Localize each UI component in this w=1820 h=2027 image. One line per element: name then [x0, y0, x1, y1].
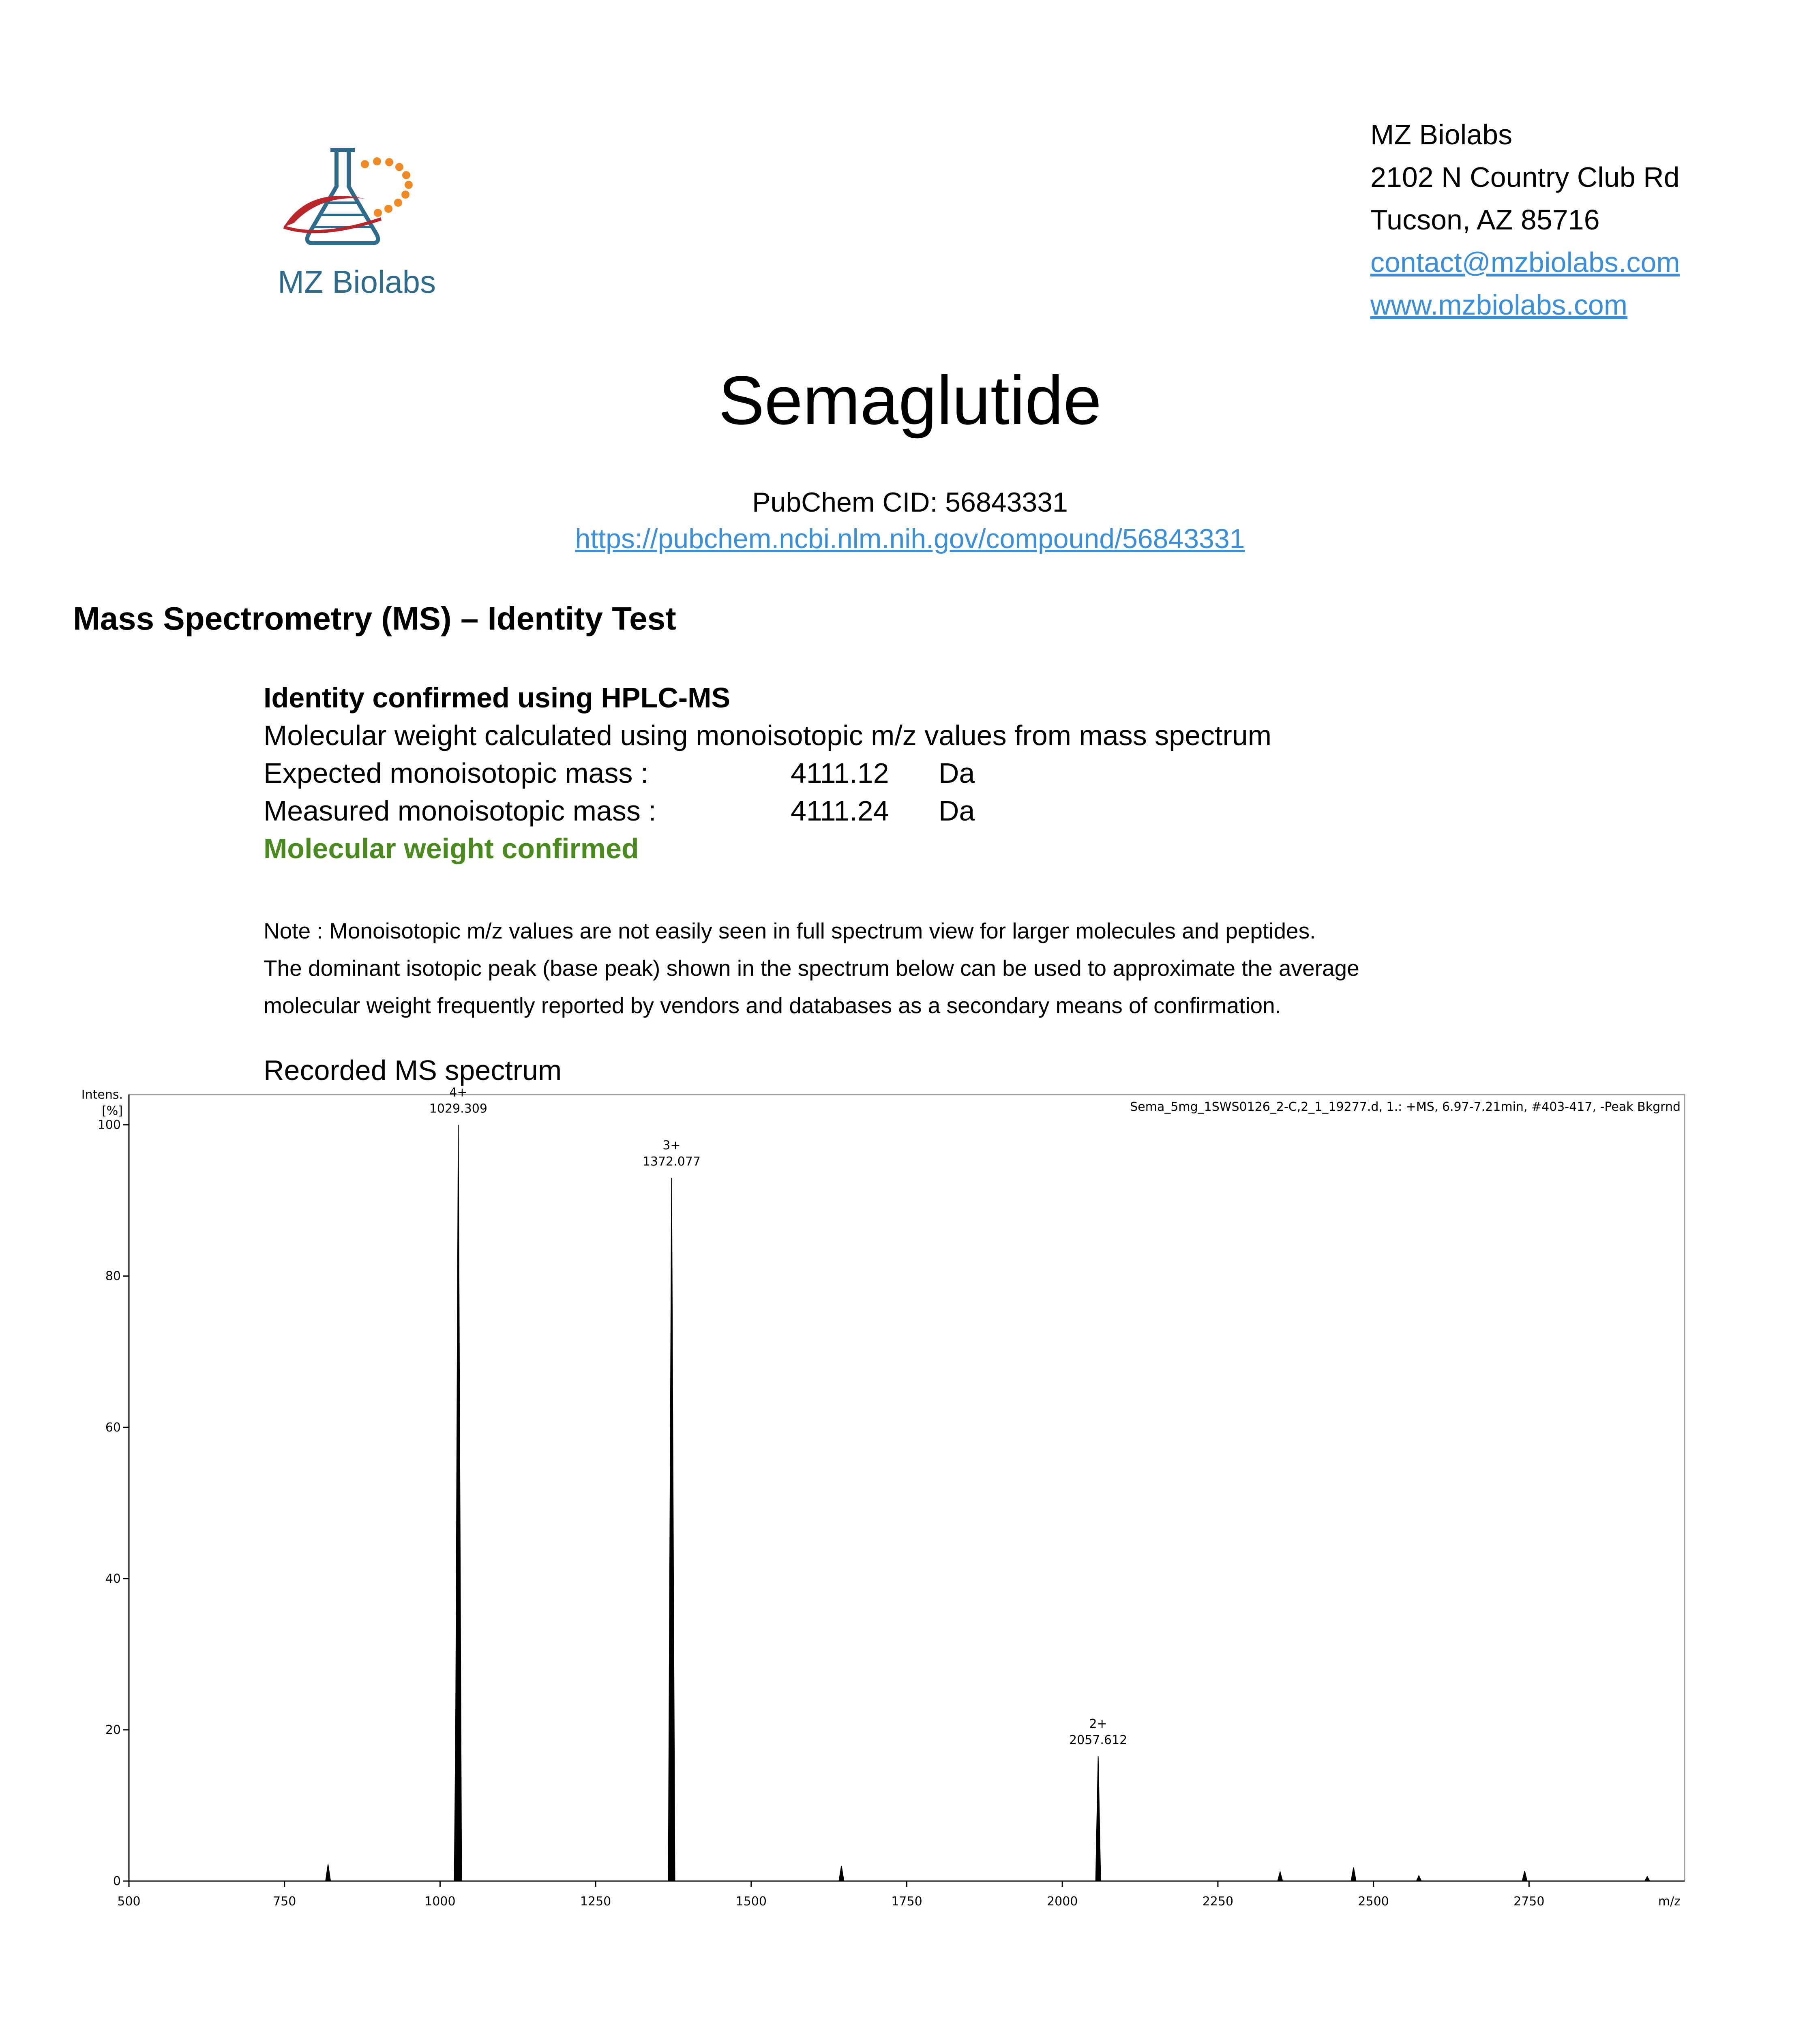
x-tick-label: 750 [273, 1894, 296, 1909]
y-tick-label: 60 [105, 1420, 121, 1435]
expected-mass-unit: Da [939, 757, 975, 789]
company-city: Tucson, AZ 85716 [1370, 204, 1600, 236]
expected-mass-label: Expected monoisotopic mass : [264, 757, 649, 789]
measured-mass-label: Measured monoisotopic mass : [264, 795, 656, 827]
peak-mz-label: 1029.309 [429, 1101, 487, 1116]
spectrum-peak [1522, 1871, 1527, 1881]
company-street: 2102 N Country Club Rd [1370, 161, 1680, 193]
y-axis-label: Intens. [81, 1088, 123, 1102]
company-email-link[interactable]: contact@mzbiolabs.com [1370, 246, 1680, 278]
spectrum-peak [1278, 1872, 1282, 1881]
x-tick-label: 1750 [891, 1894, 922, 1909]
section-title: Mass Spectrometry (MS) – Identity Test [73, 600, 676, 636]
peak-mz-label: 2057.612 [1069, 1733, 1128, 1748]
spectrum-peak [668, 1178, 675, 1881]
x-tick-label: 500 [117, 1894, 141, 1909]
x-tick-label: 1250 [580, 1894, 611, 1909]
note-line-1: Note : Monoisotopic m/z values are not easily seen in full spectrum view for larger molecules and peptides. [264, 918, 1316, 943]
measured-mass-unit: Da [939, 795, 975, 827]
spectrum-peak [1417, 1876, 1421, 1881]
x-tick-label: 2000 [1047, 1894, 1078, 1909]
company-address [1370, 114, 1680, 326]
expected-mass-row [264, 754, 1271, 792]
x-tick-label: 1000 [424, 1894, 456, 1909]
expected-mass-value: 4111.12 [791, 757, 889, 789]
note-line-3: molecular weight frequently reported by vendors and databases as a secondary means of confirmation. [264, 993, 1282, 1018]
measured-mass-value: 4111.24 [791, 795, 889, 827]
peak-charge-label: 2+ [1089, 1717, 1107, 1731]
result-status: Molecular weight confirmed [264, 833, 639, 864]
spectrum-peak [326, 1864, 330, 1881]
spectrum-peak [1351, 1867, 1356, 1881]
spectrum-peak [839, 1866, 844, 1881]
y-tick-label: 40 [105, 1571, 121, 1586]
y-tick-label: 100 [97, 1118, 121, 1132]
x-tick-label: 2250 [1202, 1894, 1234, 1909]
plot-frame [129, 1095, 1685, 1881]
x-tick-label: 2750 [1513, 1894, 1545, 1909]
ms-spectrum-chart [0, 1086, 1820, 1918]
identity-heading: Identity confirmed using HPLC-MS [264, 682, 731, 714]
logo-text: MZ Biolabs [277, 264, 436, 300]
pubchem-cid: PubChem CID: 56843331 [752, 487, 1068, 518]
measured-mass-row [264, 792, 1271, 830]
note [264, 912, 1359, 1024]
note-line-2: The dominant isotopic peak (base peak) shown in the spectrum below can be used to approximate the average [264, 956, 1359, 981]
company-website-link[interactable]: www.mzbiolabs.com [1370, 289, 1628, 321]
identity-results [264, 679, 1271, 868]
peak-mz-label: 1372.077 [642, 1155, 701, 1169]
spectrum-label: Recorded MS spectrum [264, 1054, 562, 1086]
y-tick-label: 80 [105, 1269, 121, 1283]
peak-charge-label: 4+ [449, 1086, 467, 1100]
y-tick-label: 20 [105, 1723, 121, 1737]
y-tick-label: 0 [113, 1874, 121, 1888]
pubchem-link[interactable]: https://pubchem.ncbi.nlm.nih.gov/compound/56843331 [575, 523, 1245, 554]
spectrum-peak [1645, 1877, 1650, 1881]
chart-header: Sema_5mg_1SWS0126_2-C,2_1_19277.d, 1.: +MS, 6.97-7.21min, #403-417, -Peak Bkgrnd [1130, 1100, 1681, 1114]
x-tick-label: 1500 [735, 1894, 767, 1909]
y-axis-unit: [%] [102, 1104, 123, 1118]
peak-charge-label: 3+ [662, 1138, 681, 1153]
company-name: MZ Biolabs [1370, 119, 1513, 150]
x-tick-label: 2500 [1358, 1894, 1389, 1909]
spectrum-peak [455, 1125, 461, 1881]
x-axis-label: m/z [1658, 1894, 1681, 1909]
identity-method: Molecular weight calculated using monoisotopic m/z values from mass spectrum [264, 720, 1272, 751]
spectrum-peak [1096, 1756, 1101, 1881]
page-title: Semaglutide [718, 362, 1102, 439]
